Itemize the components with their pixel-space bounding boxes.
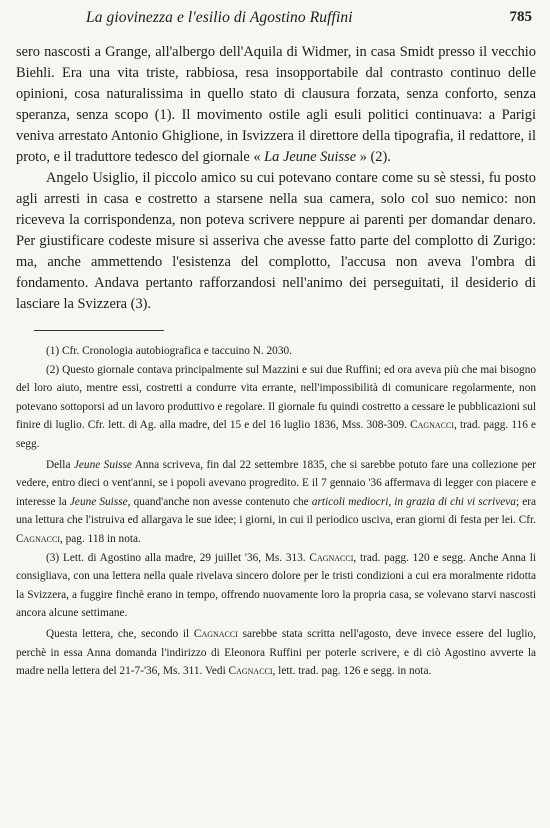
footnote-2-text-a: (2) Questo giornale contava principalmente sul Mazzini e sui due Ruffini; ed ora aveva più che mai bisogno del loro aiuto, mentre essi, costretti a condurre vita errante, nell'impossibilità di comunicare regolarmente, non potevano sottoporsi ad un lavoro produttivo e regolare. Il giornale fu quindi costretto a cessare le pubblicazioni sul finire di luglio. Cfr. lett. di Ag. alla madre, del 15 e del 16 luglio 1836, Mss. 308-309. — [16, 363, 536, 432]
footnote-separator — [34, 330, 164, 331]
footnote-2-continuation — [16, 456, 536, 549]
footnote-3b-text-b: sarebbe stata scritta nell'agosto, deve invece essere del luglio, perchè in essa Anna domanda l'indirizzo di Eleonora Ruffini per poterle scrivere, e di ciò Agostino avverte la madre nella lettera del 21-7-'36, Ms. 311. Vedi — [16, 627, 536, 678]
footnote-3b-text-a: Questa lettera, che, secondo il — [46, 627, 194, 640]
footnote-3-text-a: (3) Lett. di Agostino alla madre, 29 juillet '36, Ms. 313. — [46, 551, 310, 564]
footnote-3-continuation — [16, 625, 536, 681]
newspaper-title: La Jeune Suisse — [264, 149, 357, 165]
running-title: La giovinezza e l'esilio di Agostino Ruffini — [86, 9, 353, 26]
author-name: Cagnacci — [309, 551, 354, 564]
footnote-2b-text-a: Della — [46, 458, 74, 471]
footnote-2 — [16, 361, 536, 454]
paragraph-1-text-b: » (2). — [356, 149, 391, 165]
footnote-2b-text-e: , pag. 118 in nota. — [59, 532, 141, 545]
footnote-2b-text-b: Anna scriveva, fin dal 22 settembre 1835, che si sarebbe potuto fare una collezione per vedere, entro dieci o vent'anni, se i popoli avevano progredito. E il 7 gennaio '36 affermava di legger con piacere e interesse la — [16, 458, 536, 508]
footnote-2b-text-d: ; era una lettura che l'istruiva ed allargava le sue idee; i giorni, in cui il periodico usciva, eran giorni di festa per lei. Cfr. — [16, 495, 536, 527]
footnote-3b-text-c: , lett. trad. pag. 126 e segg. in nota. — [272, 665, 432, 678]
footnote-2b-text-c: , quand'anche non avesse contenuto che — [127, 495, 312, 508]
footnote-3 — [16, 549, 536, 623]
quoted-phrase: articoli mediocri, in grazia di chi vi scriveva — [311, 495, 516, 508]
newspaper-title: Jeune Suisse — [73, 458, 132, 471]
paragraph-1-text-a: sero nascosti a Grange, all'albergo dell'Aquila di Widmer, in casa Smidt presso il vecchio Biehli. Era una vita triste, rabbiosa, resa insopportabile dal contrasto continuo delle opinioni, cosa naturalissima in quello stato di clausura forzata, senza conforto, senza speranza, senza scopo (1). Il movimento ostile agli esuli politici continuava: a Parigi veniva arrestato Antonio Ghiglione, in Isvizzera il direttore della tipografia, il redattore, il proto, e il traduttore tedesco del giornale « — [16, 44, 536, 165]
footnote-2-text-b: , trad. pagg. 116 e segg. — [16, 419, 536, 450]
page-header — [16, 6, 536, 30]
newspaper-title: Jeune Suisse — [69, 495, 128, 508]
author-name: Cagnacci — [16, 532, 60, 545]
body-text — [16, 42, 536, 315]
footnotes — [16, 342, 536, 681]
author-name: Cagnacci — [193, 627, 238, 640]
paragraph-1 — [16, 42, 536, 168]
paragraph-2: Angelo Usiglio, il piccolo amico su cui potevano contare come su sè stessi, fu posto agli arresti in casa e costretto a starsene nella sua camera, solo col suo nemico: non riceveva la corrispondenza, non poteva scrivere neppure ai parenti per domandar denaro. Per giustificare codeste misure si asseriva che avesse fatto parte del complotto di Zurigo: ma, anche ammettendo l'esistenza del complotto, l'accusa non aveva l'ombra di fondamento. Andava pertanto rafforzandosi nell'animo dei perseguitati, il desiderio di lasciare la Svizzera (3). — [16, 170, 536, 312]
footnote-3-text-b: , trad. pagg. 120 e segg. Anche Anna li consigliava, con una lettera nella quale rivelava sincero dolore per le tristi condizioni a cui era moralmente ridotta la Svizzera, a fuggire finchè erano in tempo, offrendo nuovamente loro la propria casa, se volevano starvi nascosti ancora alcune settimane. — [16, 551, 536, 620]
author-name: Cagnacci — [228, 665, 273, 678]
footnote-1: (1) Cfr. Cronologia autobiografica e taccuino N. 2030. — [46, 345, 292, 357]
page-number: 785 — [509, 9, 532, 25]
author-name: Cagnacci — [410, 419, 455, 432]
